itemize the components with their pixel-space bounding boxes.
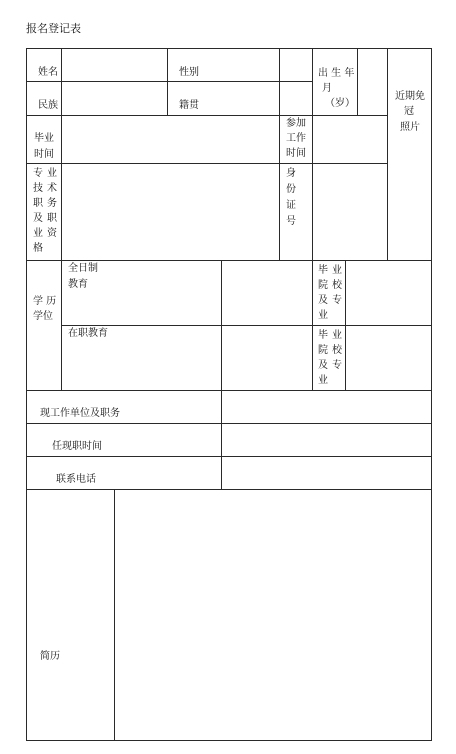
title-char: 技 bbox=[33, 183, 43, 194]
col-divider bbox=[387, 48, 388, 260]
title-char: 职 bbox=[33, 198, 43, 209]
school-char: 业 bbox=[332, 330, 342, 341]
title-char: 及 bbox=[33, 213, 43, 224]
col-divider bbox=[167, 48, 168, 115]
label-current-unit: 现工作单位及职务 bbox=[40, 408, 120, 419]
label-birth-age: （岁） bbox=[325, 98, 355, 109]
row-divider bbox=[26, 489, 432, 490]
label-photo-line2: 冠 bbox=[404, 106, 414, 117]
col-divider bbox=[221, 390, 222, 490]
label-id-number bbox=[285, 166, 297, 230]
row-divider bbox=[26, 115, 388, 116]
label-photo-line1: 近期免 bbox=[395, 91, 425, 102]
label-school-major-inservice bbox=[316, 328, 344, 388]
title-char: 术 bbox=[47, 183, 57, 194]
row-divider bbox=[26, 456, 432, 457]
label-birth-line2: 月 bbox=[322, 83, 332, 94]
school-char: 业 bbox=[318, 375, 328, 386]
table-border-right bbox=[431, 48, 432, 741]
label-work-start-line2: 工作 bbox=[286, 133, 306, 144]
col-divider bbox=[279, 115, 280, 260]
id-char: 证 bbox=[286, 200, 296, 211]
id-char: 号 bbox=[286, 216, 296, 227]
title-char: 专 bbox=[33, 168, 43, 179]
title-char: 格 bbox=[33, 243, 43, 254]
label-fulltime-line1: 全日制 bbox=[68, 263, 98, 274]
id-char: 份 bbox=[286, 184, 296, 195]
title-char: 业 bbox=[47, 168, 57, 179]
label-inservice: 在职教育 bbox=[68, 328, 108, 339]
label-current-post-time: 任现职时间 bbox=[52, 441, 102, 452]
row-divider bbox=[26, 81, 312, 82]
label-grad-time-line1: 毕业 bbox=[34, 133, 54, 144]
school-char: 专 bbox=[332, 360, 342, 371]
school-char: 院 bbox=[318, 280, 328, 291]
title-char: 业 bbox=[33, 228, 43, 239]
school-char: 院 bbox=[318, 345, 328, 356]
school-char: 专 bbox=[332, 295, 342, 306]
label-name: 姓名 bbox=[38, 67, 58, 78]
row-divider bbox=[26, 260, 432, 261]
school-char: 及 bbox=[318, 360, 328, 371]
label-ethnicity: 民族 bbox=[38, 100, 58, 111]
school-char: 业 bbox=[318, 310, 328, 321]
title-char: 资 bbox=[47, 228, 57, 239]
table-border-bottom bbox=[26, 740, 432, 741]
school-char: 毕 bbox=[318, 330, 328, 341]
label-gender: 性别 bbox=[179, 67, 199, 78]
title-char: 务 bbox=[47, 198, 57, 209]
label-resume: 简历 bbox=[40, 651, 60, 662]
row-divider bbox=[26, 390, 432, 391]
form-title: 报名登记表 bbox=[26, 22, 81, 35]
col-divider bbox=[61, 115, 62, 260]
id-char: 身 bbox=[286, 168, 296, 179]
title-char: 职 bbox=[47, 213, 57, 224]
label-phone: 联系电话 bbox=[56, 474, 96, 485]
table-border-left bbox=[26, 48, 27, 741]
label-grad-time-line2: 时间 bbox=[34, 149, 54, 160]
col-divider bbox=[114, 489, 115, 741]
col-divider bbox=[279, 48, 280, 115]
label-birth-line1: 出 生 年 bbox=[318, 68, 355, 79]
label-work-start-line3: 时间 bbox=[286, 148, 306, 159]
col-divider bbox=[61, 48, 62, 115]
label-edu-line1: 学 历 bbox=[33, 296, 57, 307]
school-char: 校 bbox=[332, 280, 342, 291]
school-char: 校 bbox=[332, 345, 342, 356]
school-char: 及 bbox=[318, 295, 328, 306]
col-divider bbox=[357, 48, 358, 115]
label-school-major-fulltime bbox=[316, 263, 344, 323]
row-divider bbox=[61, 325, 432, 326]
label-photo-line3: 照片 bbox=[400, 122, 420, 133]
label-fulltime-line2: 教育 bbox=[68, 279, 88, 290]
label-professional-title bbox=[31, 166, 59, 256]
label-edu-line2: 学位 bbox=[33, 311, 53, 322]
row-divider bbox=[26, 423, 432, 424]
col-divider bbox=[312, 48, 313, 260]
school-char: 毕 bbox=[318, 265, 328, 276]
label-native-place: 籍贯 bbox=[179, 100, 199, 111]
row-divider bbox=[26, 163, 388, 164]
label-work-start-line1: 参加 bbox=[286, 118, 306, 129]
table-border-top bbox=[26, 48, 432, 49]
school-char: 业 bbox=[332, 265, 342, 276]
